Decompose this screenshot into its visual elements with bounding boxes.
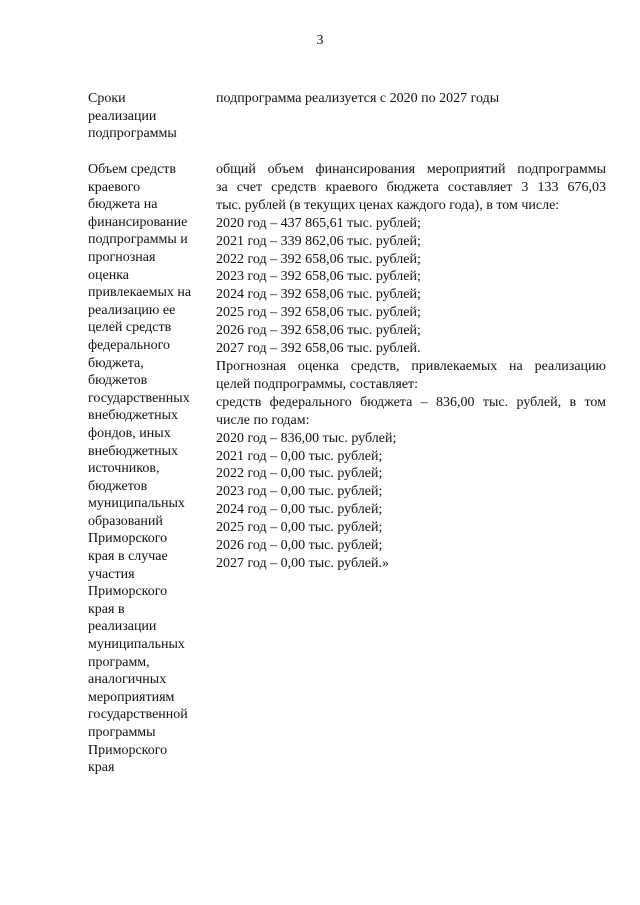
label-line: Приморского xyxy=(88,584,168,600)
label-line: реализации xyxy=(88,619,157,635)
label-line: бюджета, xyxy=(88,355,144,371)
row-funding-label xyxy=(88,161,208,777)
content-line: 2026 год – 392 658,06 тыс. рублей; xyxy=(216,323,421,339)
label-line: образований xyxy=(88,513,163,529)
content-line: целей подпрограммы, составляет: xyxy=(216,376,419,392)
label-line: привлекаемых на xyxy=(88,285,192,301)
label-line: программ, xyxy=(88,654,150,670)
label-line: Объем средств xyxy=(88,162,177,177)
label-line: краевого xyxy=(88,179,141,195)
label-line: подпрограммы xyxy=(88,126,177,142)
label-line: реализацию ее xyxy=(88,302,176,318)
content-line: 2021 год – 339 862,06 тыс. рублей; xyxy=(216,233,421,249)
content-line: 2025 год – 392 658,06 тыс. рублей; xyxy=(216,305,421,321)
label-line: программы xyxy=(88,725,156,740)
content-line: 2027 год – 392 658,06 тыс. рублей. xyxy=(216,341,421,357)
content-line: 2024 год – 0,00 тыс. рублей; xyxy=(216,502,383,518)
row-funding-content xyxy=(216,161,606,573)
label-line: источников, xyxy=(88,461,160,477)
content-line: 2025 год – 0,00 тыс. рублей; xyxy=(216,520,383,536)
label-line: Сроки xyxy=(88,91,126,106)
content-line: подпрограмма реализуется с 2020 по 2027 годы xyxy=(216,91,500,106)
content-line: за счет средств краевого бюджета составляет 3 133 676,03 xyxy=(216,179,606,195)
label-line: муниципальных xyxy=(88,496,185,512)
label-line: государственной xyxy=(88,707,188,723)
content-line: общий объем финансирования мероприятий подпрограммы xyxy=(216,162,606,177)
label-line: аналогичных xyxy=(88,672,167,688)
content-line: 2024 год – 392 658,06 тыс. рублей; xyxy=(216,287,421,303)
content-line: тыс. рублей (в текущих ценах каждого года), в том числе: xyxy=(216,197,560,213)
content-line: 2020 год – 836,00 тыс. рублей; xyxy=(216,430,397,446)
label-line: бюджета на xyxy=(88,197,158,213)
label-line: реализации xyxy=(88,108,157,124)
label-line: Приморского xyxy=(88,531,168,547)
content-line: средств федерального бюджета – 836,00 тыс. рублей, в том xyxy=(216,394,606,410)
label-line: участия xyxy=(88,566,135,582)
label-line: внебюджетных xyxy=(88,443,179,459)
label-line: края в xyxy=(88,601,125,617)
page-number: 3 xyxy=(316,33,324,48)
label-line: фондов, иных xyxy=(88,425,171,441)
label-line: внебюджетных xyxy=(88,408,179,424)
label-line: бюджетов xyxy=(88,478,148,494)
label-line: бюджетов xyxy=(88,373,148,389)
row-period-content xyxy=(216,90,606,108)
label-line: федерального xyxy=(88,337,171,353)
content-line: числе по годам: xyxy=(216,412,310,428)
label-line: оценка xyxy=(88,267,130,283)
content-line: 2023 год – 392 658,06 тыс. рублей; xyxy=(216,269,421,285)
label-line: Приморского xyxy=(88,742,168,758)
label-line: прогнозная xyxy=(88,249,156,265)
content-line: Прогнозная оценка средств, привлекаемых на реализацию xyxy=(216,358,606,374)
content-line: 2020 год – 437 865,61 тыс. рублей; xyxy=(216,215,421,231)
label-line: подпрограммы и xyxy=(88,232,188,248)
label-line: края в случае xyxy=(88,549,168,565)
label-line: финансирование xyxy=(88,214,188,230)
label-line: государственных xyxy=(88,390,190,406)
label-line: края xyxy=(88,760,115,776)
content-line: 2022 год – 0,00 тыс. рублей; xyxy=(216,466,383,482)
row-period-label xyxy=(88,90,208,143)
content-line: 2022 год – 392 658,06 тыс. рублей; xyxy=(216,251,421,267)
content-line: 2023 год – 0,00 тыс. рублей; xyxy=(216,484,383,500)
label-line: целей средств xyxy=(88,320,172,336)
content-line: 2027 год – 0,00 тыс. рублей.» xyxy=(216,555,389,571)
content-line: 2021 год – 0,00 тыс. рублей; xyxy=(216,448,383,464)
label-line: муниципальных xyxy=(88,637,185,653)
label-line: мероприятиям xyxy=(88,689,175,705)
content-line: 2026 год – 0,00 тыс. рублей; xyxy=(216,538,383,554)
